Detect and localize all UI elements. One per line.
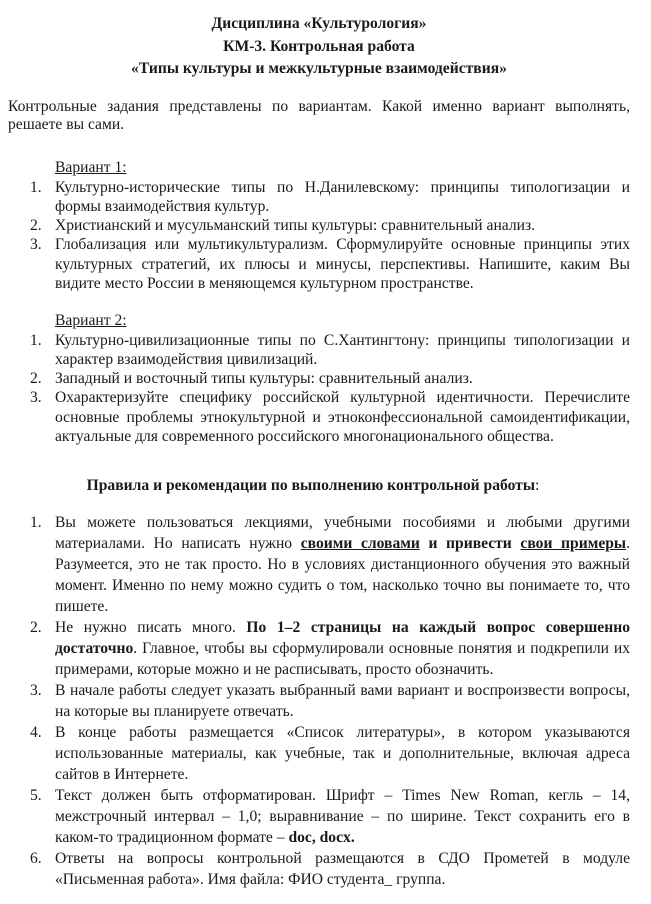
- document-title: [8, 13, 630, 81]
- rule-item: 4. В конце работы размещается «Список литературы», в котором указываются использованные материалы, как учебные, так и дополнительные, включая адреса сайтов в Интернете.: [30, 724, 630, 783]
- rule-item: 1. Вы можете пользоваться лекциями, учебными пособиями и любыми другими материалами. Но написать нужно своими словами и привести свои примеры. Разумеется, это не так просто. Но в условиях дистанционного обучения это важный момент. Именно по нему можно судить о том, насколько точно вы понимаете то, что пишете.: [30, 514, 630, 615]
- intro-paragraph: Контрольные задания представлены по вариантам. Какой именно вариант выполнять, решаете вы сами.: [8, 98, 630, 133]
- list-item: 1. Культурно-исторические типы по Н.Данилевскому: принципы типологизации и формы взаимодействия культур.: [30, 178, 630, 215]
- list-item: 1. Культурно-цивилизационные типы по С.Хантингтону: принципы типологизации и характер взаимодействия цивилизаций.: [30, 331, 630, 368]
- list-item: 3. Охарактеризуйте специфику российской культурной идентичности. Перечислите основные проблемы этнокультурной и этноконфессиональной самоидентификации, актуальные для современного российского многонационального общества.: [30, 389, 630, 445]
- variant-heading: Вариант 1:: [55, 159, 127, 176]
- rules-heading: Правила и рекомендации по выполнению контрольной работы:: [86, 477, 540, 494]
- variant-2: [8, 311, 630, 446]
- topic-title: «Типы культуры и межкультурные взаимодействия»: [131, 60, 507, 77]
- variant-heading: Вариант 2:: [55, 312, 127, 329]
- list-item: 2. Христианский и мусульманский типы культуры: сравнительный анализ.: [30, 217, 536, 235]
- rule-item: 5. Текст должен быть отформатирован. Шрифт – Times New Roman, кегль – 14, межстрочный интервал – 1,0; выравнивание – по ширине. Текст сохранить его в каком-то традиционном формате – doc, docx.: [30, 787, 630, 846]
- variant-1: [8, 158, 630, 293]
- rule-item: 6. Ответы на вопросы контрольной размещаются в СДО Прометей в модуле «Письменная работа». Имя файла: ФИО студента_ группа.: [30, 850, 630, 888]
- rules-list: [8, 512, 630, 890]
- list-item: 2. Западный и восточный типы культуры: сравнительный анализ.: [30, 370, 473, 388]
- work-title: КМ-3. Контрольная работа: [223, 37, 415, 55]
- discipline-title: Дисциплина «Культурология»: [211, 15, 427, 32]
- rule-item: 3. В начале работы следует указать выбранный вами вариант и воспроизвести вопросы, на которые вы планируете отвечать.: [30, 682, 630, 720]
- list-item: 3. Глобализация или мультикультурализм. Сформулируйте основные принципы этих культурных стратегий, их плюсы и минусы, перспективы. Напишите, каким Вы видите место России в меняющемся культурном пространстве.: [30, 236, 630, 292]
- rule-item: 2. Не нужно писать много. По 1–2 страницы на каждый вопрос совершенно достаточно. Главное, чтобы вы сформулировали основные понятия и подкрепили их примерами, которые можно и не расписывать, просто обозначить.: [30, 619, 630, 678]
